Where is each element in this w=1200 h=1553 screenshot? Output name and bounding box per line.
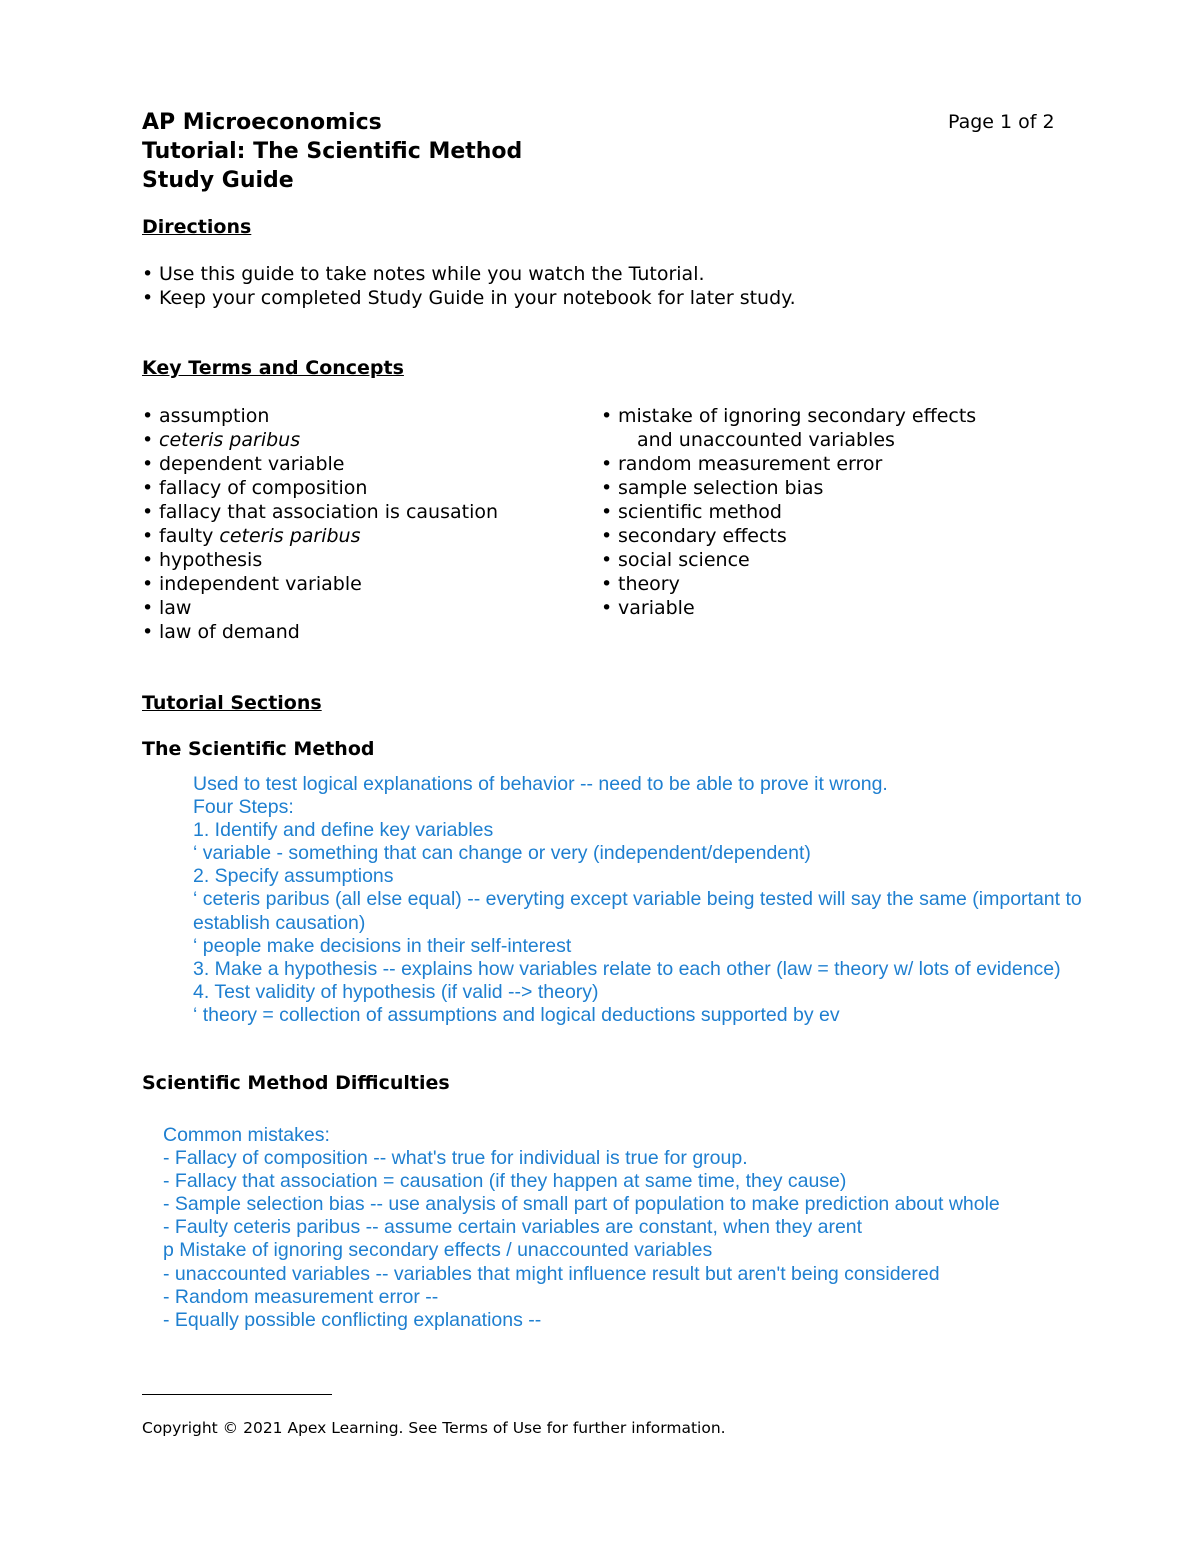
bullet-icon: • — [601, 549, 613, 571]
bullet-icon: • — [601, 501, 613, 523]
list-item: • variable — [601, 597, 695, 619]
list-item: • Keep your completed Study Guide in your notebook for later study. — [142, 287, 796, 309]
note-line: Common mistakes: — [163, 1124, 330, 1146]
list-item: • scientific method — [601, 501, 782, 523]
note-line: ‘ theory = collection of assumptions and logical deductions supported by ev — [193, 1003, 840, 1026]
doc-type-title: Study Guide — [142, 168, 294, 193]
list-item: • dependent variable — [142, 453, 345, 475]
note-line: - Equally possible conflicting explanations -- — [163, 1308, 542, 1331]
list-item: • social science — [601, 549, 750, 571]
footer-divider — [142, 1394, 332, 1395]
course-title: AP Microeconomics — [142, 110, 382, 135]
list-item: • independent variable — [142, 573, 362, 595]
directions-list — [142, 262, 796, 310]
bullet-icon: • — [142, 263, 154, 285]
list-item: • faulty ceteris paribus — [142, 525, 361, 547]
bullet-icon: • — [142, 501, 154, 523]
notes-scientific-method — [193, 773, 1082, 1027]
list-item: • sample selection bias — [601, 477, 824, 499]
bullet-icon: • — [601, 453, 613, 475]
note-line: ‘ people make decisions in their self-interest — [193, 934, 572, 957]
bullet-icon: • — [142, 597, 154, 619]
bullet-icon: • — [142, 429, 154, 451]
key-terms-right-column — [601, 404, 976, 620]
note-line: 2. Specify assumptions — [193, 865, 394, 888]
bullet-icon: • — [601, 573, 613, 595]
note-line: - unaccounted variables -- variables that might influence result but aren't being considered — [163, 1262, 940, 1285]
notes-difficulties — [163, 1124, 1000, 1332]
note-line: establish causation) — [193, 911, 366, 934]
list-item: • assumption — [142, 405, 270, 427]
list-item: • theory — [601, 573, 680, 595]
bullet-icon: • — [142, 549, 154, 571]
tutorial-title: Tutorial: The Scientific Method — [142, 139, 523, 164]
list-item: • hypothesis — [142, 549, 263, 571]
note-line: Used to test logical explanations of behavior -- need to be able to prove it wrong. — [193, 773, 888, 795]
list-item: • mistake of ignoring secondary effects — [601, 405, 977, 427]
bullet-icon: • — [142, 525, 154, 547]
bullet-icon: • — [601, 477, 613, 499]
note-line: Four Steps: — [193, 796, 294, 819]
copyright-notice: Copyright © 2021 Apex Learning. See Terms of Use for further information. — [142, 1419, 726, 1437]
list-item: • fallacy of composition — [142, 477, 368, 499]
list-item: • law — [142, 597, 192, 619]
section-title-difficulties: Scientific Method Difficulties — [142, 1072, 450, 1094]
note-line: 1. Identify and define key variables — [193, 819, 494, 842]
key-terms-heading: Key Terms and Concepts — [142, 357, 404, 379]
bullet-icon: • — [142, 477, 154, 499]
list-item: • law of demand — [142, 621, 300, 643]
note-line: - Fallacy that association = causation (if they happen at same time, they cause) — [163, 1170, 847, 1193]
list-item: • secondary effects — [601, 525, 787, 547]
list-item: • Use this guide to take notes while you watch the Tutorial. — [142, 263, 705, 285]
bullet-icon: • — [142, 621, 154, 643]
tutorial-sections-heading: Tutorial Sections — [142, 692, 322, 714]
section-title-scientific-method: The Scientific Method — [142, 738, 375, 760]
bullet-icon: • — [142, 287, 154, 309]
note-line: 4. Test validity of hypothesis (if valid --> theory) — [193, 980, 599, 1003]
note-line: p Mistake of ignoring secondary effects / unaccounted variables — [163, 1239, 713, 1262]
note-line: - Faulty ceteris paribus -- assume certain variables are constant, when they arent — [163, 1216, 863, 1239]
directions-heading: Directions — [142, 216, 252, 238]
page-number: Page 1 of 2 — [948, 111, 1055, 133]
bullet-icon: • — [601, 405, 613, 427]
list-item: • random measurement error — [601, 453, 883, 475]
bullet-icon: • — [142, 453, 154, 475]
bullet-icon: • — [142, 573, 154, 595]
note-line: ‘ variable - something that can change or very (independent/dependent) — [193, 842, 811, 865]
bullet-icon: • — [142, 405, 154, 427]
note-line: - Random measurement error -- — [163, 1285, 439, 1308]
bullet-icon: • — [601, 597, 613, 619]
list-item: • ceteris paribus — [142, 429, 301, 451]
note-line: ‘ ceteris paribus (all else equal) -- everyting except variable being tested will say the same (important to — [193, 888, 1082, 911]
list-item-continuation: and unaccounted variables — [637, 429, 895, 451]
note-line: - Sample selection bias -- use analysis of small part of population to make prediction about whole — [163, 1193, 1000, 1216]
note-line: 3. Make a hypothesis -- explains how variables relate to each other (law = theory w/ lots of evidence) — [193, 957, 1061, 980]
bullet-icon: • — [601, 525, 613, 547]
list-item: • fallacy that association is causation — [142, 501, 499, 523]
note-line: - Fallacy of composition -- what's true for individual is true for group. — [163, 1147, 748, 1170]
key-terms-left-column — [142, 404, 498, 644]
